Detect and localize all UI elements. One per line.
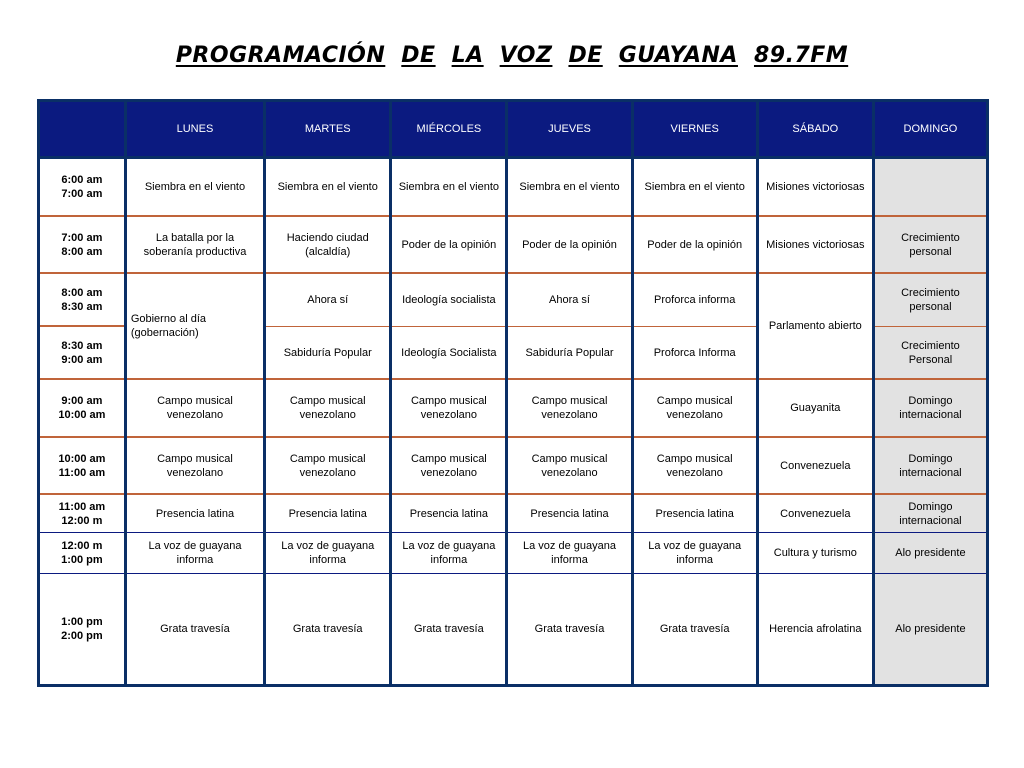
program-cell: Presencia latina [127, 495, 263, 533]
program-cell: Campo musical venezolano [392, 438, 505, 495]
program-cell: Campo musical venezolano [127, 380, 263, 438]
program-cell: Poder de la opinión [634, 217, 756, 274]
header-miercoles: MIÉRCOLES [392, 102, 505, 159]
program-cell: Crecimiento personal [875, 274, 986, 327]
program-cell: Campo musical venezolano [392, 380, 505, 438]
title-word: LA [451, 43, 484, 68]
header-domingo: DOMINGO [875, 102, 986, 159]
program-cell: Gobierno al día (gobernación) [127, 274, 263, 380]
program-cell: Convenezuela [759, 438, 872, 495]
program-cell: Crecimiento Personal [875, 327, 986, 380]
table-row [40, 438, 986, 495]
header-viernes: VIERNES [634, 102, 756, 159]
program-cell: Misiones victoriosas [759, 159, 872, 217]
title-word: DE [568, 43, 603, 68]
table-row [40, 159, 986, 217]
program-cell: Ideología Socialista [392, 327, 505, 380]
program-cell: Presencia latina [392, 495, 505, 533]
table-row [40, 495, 986, 533]
program-cell [875, 159, 986, 217]
time-cell: 9:00 am 10:00 am [40, 380, 124, 438]
program-cell: Ahora sí [266, 274, 389, 327]
program-cell: Grata travesía [634, 574, 756, 684]
header-martes: MARTES [266, 102, 389, 159]
program-cell: Poder de la opinión [508, 217, 630, 274]
table-row [40, 217, 986, 274]
program-cell: Siembra en el viento [634, 159, 756, 217]
header-sabado: SÁBADO [759, 102, 872, 159]
program-cell: Guayanita [759, 380, 872, 438]
program-cell: Alo presidente [875, 533, 986, 574]
program-cell: Campo musical venezolano [508, 438, 630, 495]
program-cell: Cultura y turismo [759, 533, 872, 574]
header-row [40, 102, 986, 159]
program-cell: Poder de la opinión [392, 217, 505, 274]
title-word: VOZ [499, 43, 553, 68]
program-cell: Campo musical venezolano [634, 380, 756, 438]
program-cell: Grata travesía [392, 574, 505, 684]
schedule-table [37, 99, 989, 687]
program-cell: Ahora sí [508, 274, 630, 327]
program-cell: Herencia afrolatina [759, 574, 872, 684]
program-cell: La voz de guayana informa [127, 533, 263, 574]
program-cell: Presencia latina [634, 495, 756, 533]
program-cell: Sabiduría Popular [266, 327, 389, 380]
header-lunes: LUNES [127, 102, 263, 159]
program-cell: Campo musical venezolano [127, 438, 263, 495]
program-cell: Grata travesía [508, 574, 630, 684]
title-word: PROGRAMACIÓN [175, 43, 386, 68]
program-cell: Parlamento abierto [759, 274, 872, 380]
page-title [0, 43, 1024, 68]
time-cell: 11:00 am 12:00 m [40, 495, 124, 533]
time-cell: 1:00 pm 2:00 pm [40, 574, 124, 684]
program-cell: Domingo internacional [875, 380, 986, 438]
program-cell: Alo presidente [875, 574, 986, 684]
program-cell: Campo musical venezolano [266, 380, 389, 438]
title-word: DE [401, 43, 436, 68]
program-cell: Siembra en el viento [392, 159, 505, 217]
program-cell: Convenezuela [759, 495, 872, 533]
program-cell: Campo musical venezolano [634, 438, 756, 495]
program-cell: Grata travesía [266, 574, 389, 684]
time-cell: 7:00 am 8:00 am [40, 217, 124, 274]
program-cell: Domingo internacional [875, 438, 986, 495]
program-cell: Campo musical venezolano [508, 380, 630, 438]
header-cell-empty [40, 102, 124, 159]
time-cell: 12:00 m 1:00 pm [40, 533, 124, 574]
table-row [40, 274, 986, 327]
program-cell: Misiones victoriosas [759, 217, 872, 274]
header-jueves: JUEVES [508, 102, 630, 159]
table-row [40, 533, 986, 574]
program-cell: Sabiduría Popular [508, 327, 630, 380]
program-cell: Proforca informa [634, 274, 756, 327]
program-cell: Presencia latina [508, 495, 630, 533]
program-cell: La batalla por la soberanía productiva [127, 217, 263, 274]
title-word: GUAYANA [618, 43, 738, 68]
program-cell: Domingo internacional [875, 495, 986, 533]
table-row [40, 574, 986, 684]
program-cell: Ideología socialista [392, 274, 505, 327]
program-cell: Proforca Informa [634, 327, 756, 380]
time-cell: 6:00 am 7:00 am [40, 159, 124, 217]
program-cell: Haciendo ciudad (alcaldía) [266, 217, 389, 274]
title-word: 89.7FM [753, 43, 849, 68]
program-cell: La voz de guayana informa [266, 533, 389, 574]
program-cell: La voz de guayana informa [634, 533, 756, 574]
time-cell: 8:00 am 8:30 am [40, 274, 124, 327]
program-cell: La voz de guayana informa [508, 533, 630, 574]
program-cell: Presencia latina [266, 495, 389, 533]
program-cell: La voz de guayana informa [392, 533, 505, 574]
program-cell: Siembra en el viento [266, 159, 389, 217]
table-row [40, 380, 986, 438]
program-cell: Crecimiento personal [875, 217, 986, 274]
time-cell: 10:00 am 11:00 am [40, 438, 124, 495]
program-cell: Siembra en el viento [127, 159, 263, 217]
program-cell: Siembra en el viento [508, 159, 630, 217]
time-cell: 8:30 am 9:00 am [40, 327, 124, 380]
program-cell: Grata travesía [127, 574, 263, 684]
program-cell: Campo musical venezolano [266, 438, 389, 495]
